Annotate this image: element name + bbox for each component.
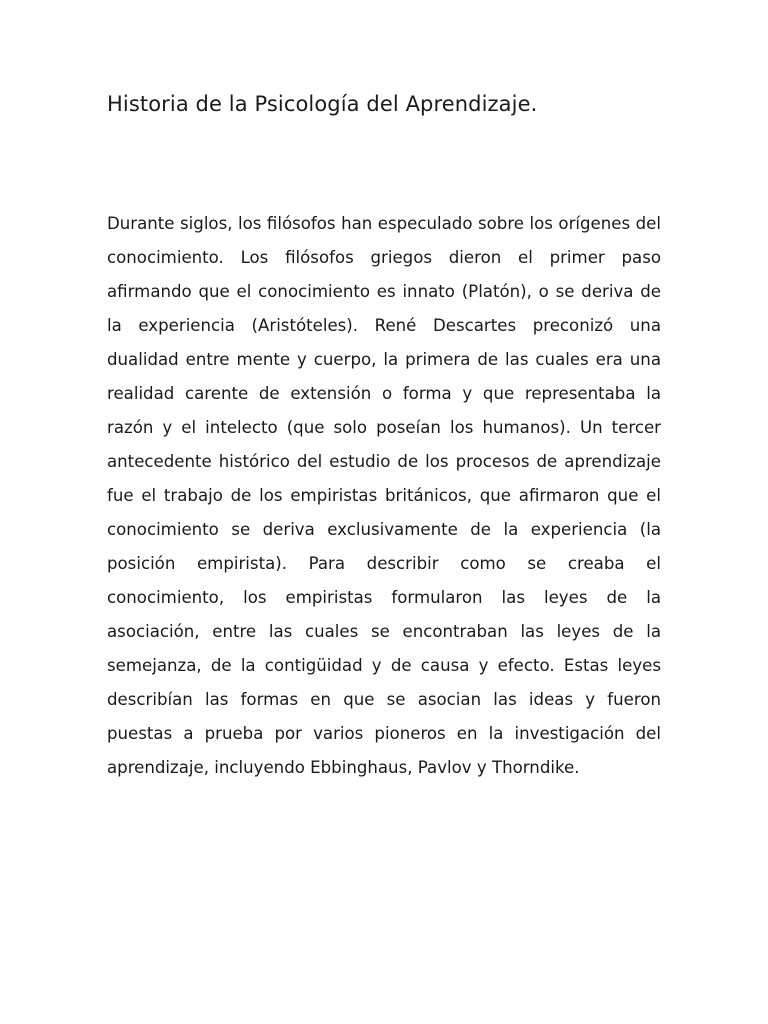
document-title: Historia de la Psicología del Aprendizaje. bbox=[107, 92, 538, 116]
body-paragraph: Durante siglos, los filósofos han especulado sobre los orígenes del conocimiento. Los filósofos griegos dieron el primer paso afirmando que el conocimiento es innato (Platón), o se deriva de la experiencia (Aristóteles). René Descartes preconizó una dualidad entre mente y cuerpo, la primera de las cuales era una realidad carente de extensión o forma y que representaba la razón y el intelecto (que solo poseían los humanos). Un tercer antecedente histórico del estudio de los procesos de aprendizaje fue el trabajo de los empiristas británicos, que afirmaron que el conocimiento se deriva exclusivamente de la experiencia (la posición empirista). Para describir como se creaba el conocimiento, los empiristas formularon las leyes de la asociación, entre las cuales se encontraban las leyes de la semejanza, de la contigüidad y de causa y efecto. Estas leyes describían las formas en que se asocian las ideas y fueron puestas a prueba por varios pioneros en la investigación del aprendizaje, incluyendo Ebbinghaus, Pavlov y Thorndike. bbox=[107, 214, 661, 777]
